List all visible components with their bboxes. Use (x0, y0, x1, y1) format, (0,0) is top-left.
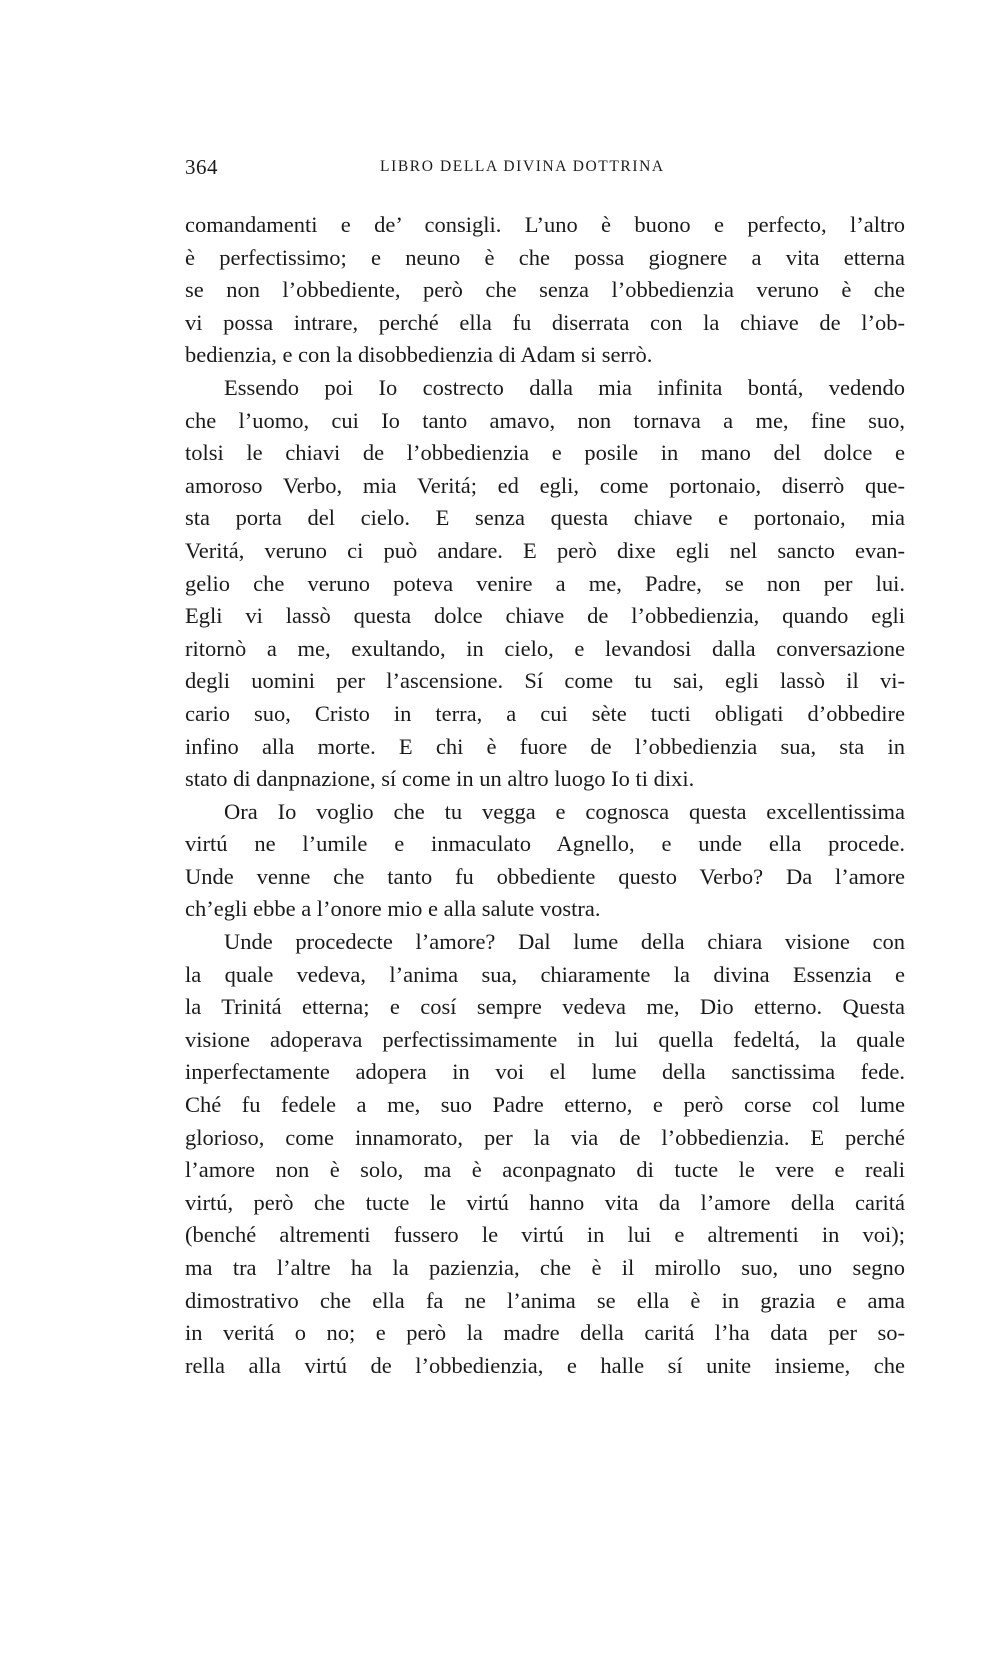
running-head (185, 155, 905, 185)
text-line: cario suo, Cristo in terra, a cui sète tucti obligati d’obbedire (185, 700, 905, 726)
text-line: inperfectamente adopera in voi el lume della sanctissima fede. (185, 1059, 905, 1085)
text-line: Ché fu fedele a me, suo Padre etterno, e però corse col lume (185, 1092, 905, 1118)
text-line: infino alla morte. E chi è fuore de l’obbedienzia sua, sta in (185, 733, 905, 759)
text-line: la Trinitá etterna; e cosí sempre vedeva me, Dio etterno. Questa (185, 994, 905, 1020)
text-line: bedienzia, e con la disobbedienzia di Adam si serrò. (185, 342, 653, 368)
text-line: che l’uomo, cui Io tanto amavo, non tornava a me, fine suo, (185, 407, 905, 433)
text-line: vi possa intrare, perché ella fu diserrata con la chiave de l’ob- (185, 309, 905, 335)
text-line: glorioso, come innamorato, per la via de l’obbedienzia. E perché (185, 1124, 905, 1150)
text-line: ch’egli ebbe a l’onore mio e alla salute vostra. (185, 896, 601, 922)
running-title: LIBRO DELLA DIVINA DOTTRINA (380, 158, 665, 175)
text-line: in veritá o no; e però la madre della caritá l’ha data per so- (185, 1320, 905, 1346)
text-line: amoroso Verbo, mia Veritá; ed egli, come portonaio, diserrò que- (185, 472, 905, 498)
text-line: visione adoperava perfectissimamente in lui quella fedeltá, la quale (185, 1026, 905, 1052)
text-line: Essendo poi Io costrecto dalla mia infinita bontá, vedendo (224, 374, 905, 400)
text-line: dimostrativo che ella fa ne l’anima se ella è in grazia e ama (185, 1287, 905, 1313)
paragraph (185, 796, 905, 926)
text-line: Unde venne che tanto fu obbediente questo Verbo? Da l’amore (185, 863, 905, 889)
paragraph (185, 372, 905, 796)
paragraph (185, 209, 905, 372)
text-line: ma tra l’altre ha la pazienzia, che è il mirollo suo, uno segno (185, 1255, 905, 1280)
text-line: Egli vi lassò questa dolce chiave de l’obbedienzia, quando egli (185, 603, 905, 629)
text-line: Veritá, veruno ci può andare. E però dixe egli nel sancto evan- (185, 537, 905, 563)
text-line: è perfectissimo; e neuno è che possa giognere a vita etterna (185, 244, 905, 270)
text-line: ritornò a me, exultando, in cielo, e levandosi dalla conversazione (185, 635, 905, 661)
text-line: gelio che veruno poteva venire a me, Padre, se non per lui. (185, 570, 905, 596)
text-line: la quale vedeva, l’anima sua, chiaramente la divina Essenzia e (185, 961, 905, 987)
text-line: se non l’obbediente, però che senza l’obbedienzia veruno è che (185, 277, 905, 303)
text-line: virtú ne l’umile e inmaculato Agnello, e unde ella procede. (185, 831, 905, 857)
text-line: Ora Io voglio che tu vegga e cognosca questa excellentissima (224, 798, 905, 824)
text-line: comandamenti e de’ consigli. L’uno è buono e perfecto, l’altro (185, 212, 905, 237)
text-line: tolsi le chiavi de l’obbedienzia e posile in mano del dolce e (185, 440, 905, 466)
paragraph (185, 926, 905, 1382)
text-line: l’amore non è solo, ma è aconpagnato di tucte le vere e reali (185, 1157, 905, 1183)
text-line: rella alla virtú de l’obbedienzia, e halle sí unite insieme, che (185, 1352, 905, 1378)
text-line: (benché altrementi fussero le virtú in lui e altrementi in voi); (185, 1222, 905, 1248)
text-line: virtú, però che tucte le virtú hanno vita da l’amore della caritá (185, 1189, 905, 1215)
text-line: stato di danpnazione, sí come in un altro luogo Io ti dixi. (185, 766, 695, 792)
page-number: 364 (185, 155, 218, 179)
text-line: degli uomini per l’ascensione. Sí come tu sai, egli lassò il vi- (185, 668, 905, 694)
text-line: sta porta del cielo. E senza questa chiave e portonaio, mia (185, 505, 905, 531)
body-text (185, 209, 905, 1382)
text-line: Unde procedecte l’amore? Dal lume della chiara visione con (224, 929, 905, 955)
